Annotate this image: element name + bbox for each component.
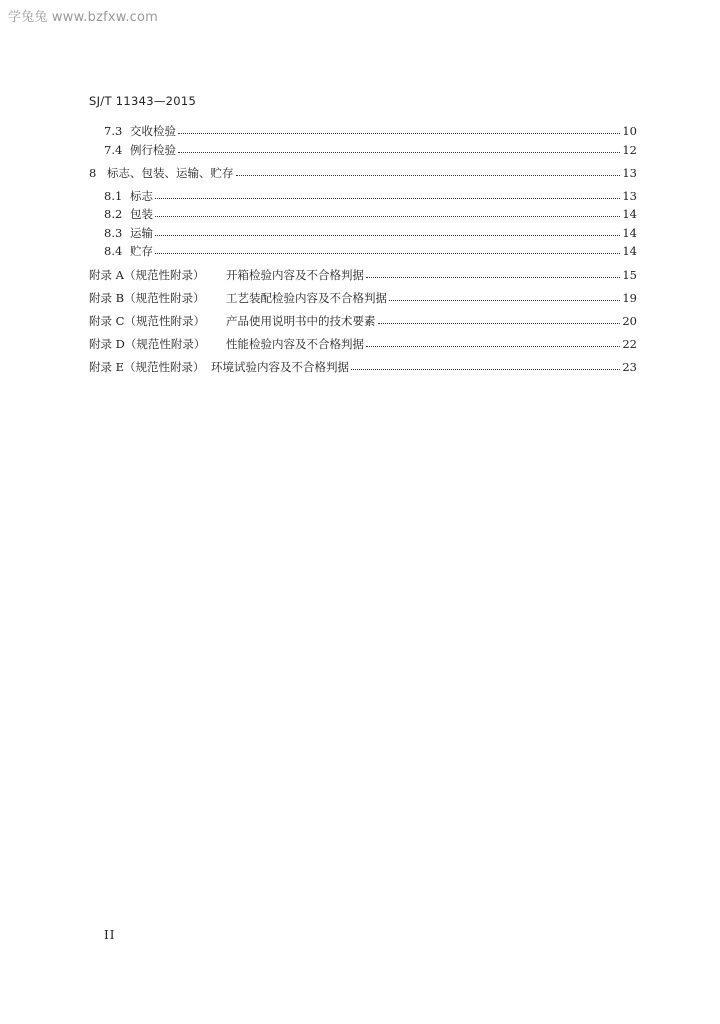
toc-dot-leader — [236, 166, 621, 178]
toc-dot-leader — [389, 291, 620, 303]
toc-entry-title: 例行检验 — [130, 143, 176, 157]
toc-entry-title: 产品使用说明书中的技术要素 — [226, 314, 376, 328]
toc-entry-title: 工艺装配检验内容及不合格判据 — [226, 291, 387, 305]
toc-entry-number: 7.4 — [104, 143, 123, 157]
toc-entry-title: 开箱检验内容及不合格判据 — [226, 268, 364, 282]
toc-dot-leader — [155, 226, 620, 238]
toc-entry-page: 19 — [622, 291, 637, 305]
toc-entry-title: 环境试验内容及不合格判据 — [211, 360, 349, 374]
toc-entry-number: 8.3 — [104, 226, 123, 240]
toc-entry-page: 23 — [622, 360, 637, 374]
toc-dot-leader — [155, 207, 620, 219]
toc-entry-8-1[interactable] — [104, 188, 637, 203]
toc-entry-number: 8.1 — [104, 189, 123, 203]
toc-entry-7-4[interactable] — [104, 142, 637, 157]
toc-entry-8-2[interactable] — [104, 206, 637, 221]
toc-entry-page: 14 — [622, 226, 637, 240]
toc-entry-8[interactable] — [89, 165, 637, 180]
toc-dot-leader — [351, 360, 620, 372]
toc-dot-leader — [366, 268, 620, 280]
toc-dot-leader — [366, 337, 620, 349]
toc-entry-page: 12 — [622, 143, 637, 157]
toc-entry-annex-d[interactable] — [89, 336, 637, 351]
toc-dot-leader — [378, 314, 621, 326]
toc-entry-page: 14 — [622, 244, 637, 258]
page-number: II — [104, 928, 116, 942]
toc-entry-annex-a[interactable] — [89, 267, 637, 282]
toc-entry-annex-c[interactable] — [89, 313, 637, 328]
toc-entry-title: 包装 — [130, 207, 153, 221]
toc-entry-title: 贮存 — [130, 244, 153, 258]
toc-dot-leader — [155, 244, 620, 256]
toc-entry-page: 13 — [622, 189, 637, 203]
toc-entry-number: 附录 E（规范性附录） — [89, 360, 205, 374]
toc-entry-number: 8 — [89, 166, 97, 180]
toc-entry-title: 标志 — [130, 189, 153, 203]
toc-entry-page: 22 — [622, 337, 637, 351]
watermark: 学兔兔 www.bzfxw.com — [8, 10, 159, 25]
toc-entry-title: 交收检验 — [130, 124, 176, 138]
toc-entry-title: 性能检验内容及不合格判据 — [226, 337, 364, 351]
toc-entry-number: 附录 D（规范性附录） — [89, 337, 206, 351]
document-code: SJ/T 11343—2015 — [89, 94, 197, 108]
toc-entry-7-3[interactable] — [104, 123, 637, 138]
toc-entry-title: 标志、包装、运输、贮存 — [107, 166, 234, 180]
toc-entry-page: 14 — [622, 207, 637, 221]
toc-dot-leader — [178, 143, 620, 155]
toc-entry-number: 附录 C（规范性附录） — [89, 314, 205, 328]
toc-entry-8-4[interactable] — [104, 243, 637, 258]
toc-entry-number: 附录 A（规范性附录） — [89, 268, 205, 282]
toc-entry-number: 附录 B（规范性附录） — [89, 291, 205, 305]
toc-entry-page: 15 — [622, 268, 637, 282]
toc-dot-leader — [178, 124, 620, 136]
toc-entry-number: 8.4 — [104, 244, 123, 258]
toc-entry-number: 8.2 — [104, 207, 123, 221]
toc-entry-page: 10 — [622, 124, 637, 138]
toc-entry-annex-e[interactable] — [89, 359, 637, 374]
toc-entry-number: 7.3 — [104, 124, 123, 138]
toc-entry-page: 13 — [622, 166, 637, 180]
toc-entry-title: 运输 — [130, 226, 153, 240]
toc-entry-8-3[interactable] — [104, 225, 637, 240]
toc-entry-annex-b[interactable] — [89, 290, 637, 305]
toc-dot-leader — [155, 189, 620, 201]
toc-entry-page: 20 — [622, 314, 637, 328]
